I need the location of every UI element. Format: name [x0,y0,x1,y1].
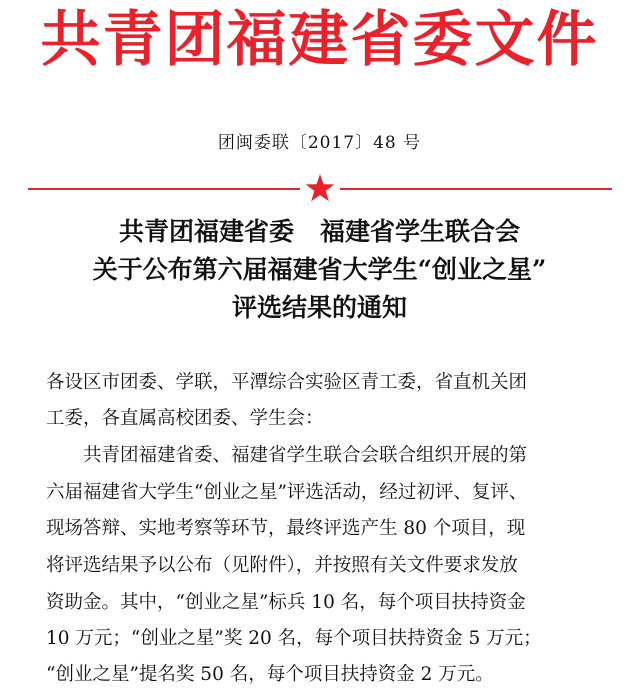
body-line: 将评选结果予以公布（见附件），并按照有关文件要求发放 [46,555,518,576]
issuing-org-2: 福建省学生联合会 [320,217,521,246]
body-line: 10 万元；“创业之星”奖 20 名，每个项目扶持资金 5 万元； [46,628,542,649]
masthead-title: 共青团福建省委文件 [40,5,599,75]
notice-title-line-2: 关于公布第六届福建省大学生“创业之星” [92,255,547,284]
body-line: 共青团福建省委、福建省学生联合会联合组织开展的第 [46,445,528,466]
body-line: 现场答辩、实地考察等环节，最终评选产生 80 个项目，现 [46,518,526,539]
body-line: 工委，各直属高校团委、学生会： [46,408,324,429]
document-number: 团闽委联〔2017〕48 号 [217,133,422,153]
body-line: “创业之星”提名奖 50 名，每个项目扶持资金 2 万元。 [46,664,494,685]
body-line: 资助金。其中，“创业之星”标兵 10 名，每个项目扶持资金 [46,592,526,613]
notice-title-line-3: 评选结果的通知 [231,293,407,322]
red-divider-left [28,188,300,190]
red-divider-right [340,188,612,190]
body-line: 六届福建省大学生“创业之星”评选活动，经过初评、复评、 [46,482,528,503]
notice-title-line-1 [0,216,639,248]
body-line: 各设区市团委、学联，平潭综合实验区青工委，省直机关团 [46,372,528,393]
issuing-org-1: 共青团福建省委 [118,217,294,246]
star-icon [303,172,337,206]
